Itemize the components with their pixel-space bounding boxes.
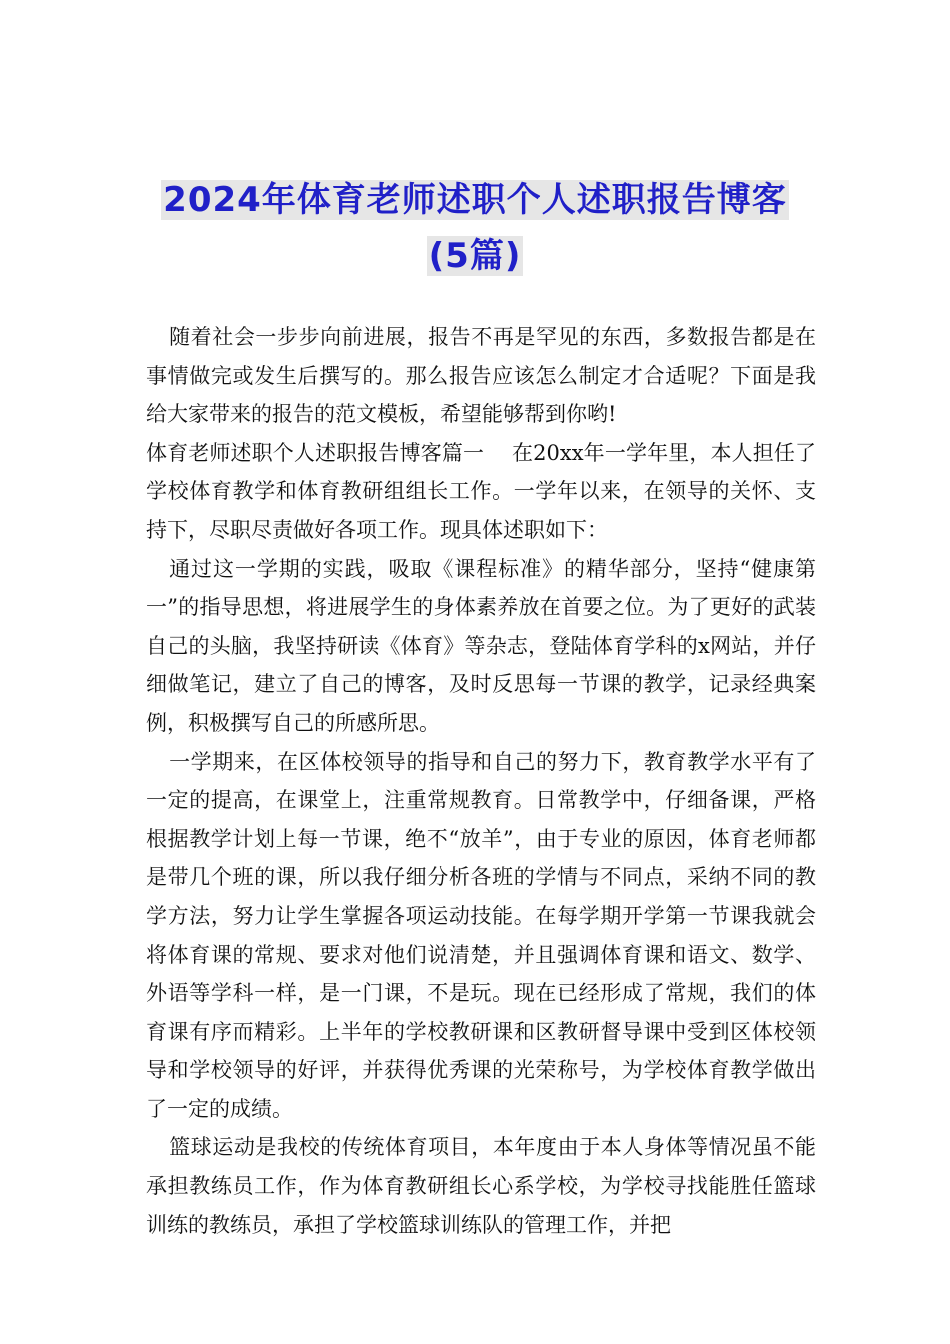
section-heading-paragraph: 体育老师述职个人述职报告博客篇一 在20xx年一学年里，本人担任了学校体育教学和体育教研组组长工作。一学年以来，在领导的关怀、支持下，尽职尽责做好各项工作。现具体述职如下：	[146, 440, 816, 542]
title-text-2: (5篇)	[428, 236, 522, 276]
intro-paragraph: 随着社会一步步向前进展，报告不再是罕见的东西，多数报告都是在事情做完或发生后撰写的。那么报告应该怎么制定才合适呢？下面是我给大家带来的报告的范文模板，希望能够帮到你哟!	[146, 325, 816, 427]
body-paragraph: 一学期来，在区体校领导的指导和自己的努力下，教育教学水平有了一定的提高，在课堂上，注重常规教育。日常教学中，仔细备课，严格根据教学计划上每一节课，绝不“放羊”，由于专业的原因，体育老师都是带几个班的课，所以我仔细分析各班的学情与不同点，采纳不同的教学方法，努力让学生掌握各项运动技能。在每学期开学第一节课我就会将体育课的常规、要求对他们说清楚，并且强调体育课和语文、数学、外语等学科一样，是一门课，不是玩。现在已经形成了常规，我们的体育课有序而精彩。上半年的学校教研课和区教研督导课中受到区体校领导和学校领导的好评，并获得优秀课的光荣称号，为学校体育教学做出了一定的成绩。	[146, 749, 816, 1121]
title-text-1: 2024年体育老师述职个人述职报告博客	[163, 180, 787, 220]
document-title	[0, 172, 950, 284]
title-line-2	[0, 228, 950, 284]
title-line-1	[0, 172, 950, 228]
body-paragraph: 篮球运动是我校的传统体育项目，本年度由于本人身体等情况虽不能承担教练员工作，作为体育教研组长心系学校，为学校寻找能胜任篮球训练的教练员，承担了学校篮球训练队的管理工作，并把	[146, 1135, 816, 1237]
document-body	[146, 318, 816, 1244]
body-paragraph: 通过这一学期的实践，吸取《课程标准》的精华部分，坚持“健康第一”的指导思想，将进展学生的身体素养放在首要之位。为了更好的武装自己的头脑，我坚持研读《体育》等杂志，登陆体育学科的x网站，并仔细做笔记，建立了自己的博客，及时反思每一节课的教学，记录经典案例，积极撰写自己的所感所思。	[146, 556, 816, 735]
